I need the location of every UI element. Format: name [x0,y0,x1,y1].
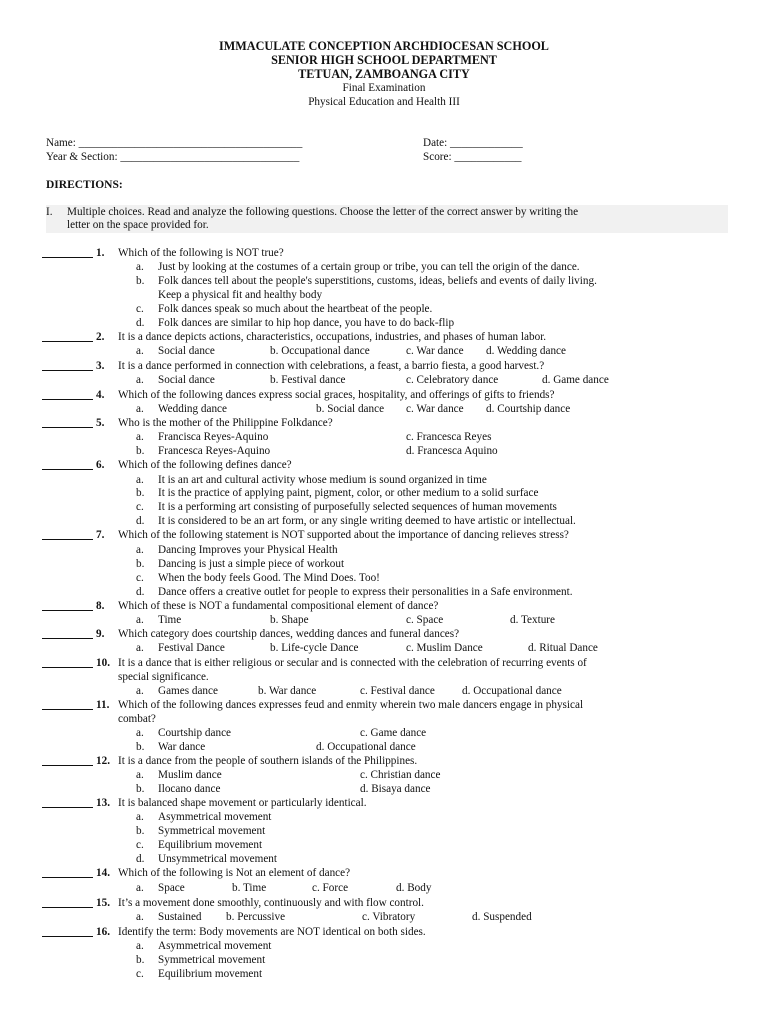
option-a: Asymmetrical movement [158,940,272,952]
question-7 [0,529,768,543]
option-b: b. Percussive [226,911,286,923]
option-a: Courtship dance [158,727,232,739]
question-text: It is a dance from the people of southern islands of the Philippines. [118,755,418,767]
option-a: Space [158,882,185,894]
option-row: a. Space b. Time c. Force d. Body [136,882,432,894]
question-number: 11. [96,699,110,711]
option-row: a. Asymmetrical movement [136,811,272,823]
question-number: 4. [96,389,105,401]
option-c: c. War dance [406,403,464,415]
option-b: b. Social dance [316,403,385,415]
option-b: It is the practice of applying paint, pigment, color, or other medium to a solid surface [158,487,539,499]
option-d: Folk dances are similar to hip hop dance, you have to do back-flip [158,317,455,329]
question-14 [0,867,768,881]
option-a: Asymmetrical movement [158,811,272,823]
option-c: Equilibrium movement [158,968,263,980]
question-11 [0,699,768,713]
option-a: Wedding dance [158,403,227,415]
question-1 [0,247,768,261]
option-c: c. Vibratory [362,911,416,923]
question-8 [0,600,768,614]
option-c: c. Celebratory dance [406,374,499,386]
question-number: 10. [96,657,110,669]
option-row: a. Dancing Improves your Physical Health [136,544,338,556]
question-number: 1. [96,247,105,259]
department: SENIOR HIGH SCHOOL DEPARTMENT [271,53,497,67]
option-a: Festival Dance [158,642,225,654]
answer-blank-4[interactable] [42,389,93,400]
answer-blank-2[interactable] [42,331,93,342]
option-a: Social dance [158,345,215,357]
option-row: b. Francesca Reyes-Aquino d. Francesca Aquino [136,445,498,457]
option-a: Francisca Reyes-Aquino [158,431,269,443]
option-b: War dance [158,741,206,753]
option-a: Muslim dance [158,769,222,781]
header [0,39,768,109]
option-c: c. Force [312,882,349,894]
question-number: 6. [96,459,105,471]
option-b: b. Festival dance [270,374,346,386]
option-c: c. War dance [406,345,464,357]
answer-blank-11[interactable] [42,699,93,710]
option-row: c. It is a performing art consisting of purposefully selected sequences of human movements [136,501,557,513]
option-b: Folk dances tell about the people's superstitions, customs, ideas, beliefs and events of daily living. [158,275,597,287]
option-row: a. Time b. Shape c. Space d. Texture [136,614,555,626]
option-d: Dance offers a creative outlet for people to express their personalities in a Safe environment. [158,586,573,598]
exam-title: Final Examination [342,82,426,94]
answer-blank-7[interactable] [42,529,93,540]
name-field[interactable]: Name: ________________________________________ [46,137,303,149]
option-d: d. Courtship dance [486,403,571,415]
question-text: Which of the following is Not an element of dance? [118,867,351,879]
option-d: d. Suspended [472,911,532,923]
option-c: Folk dances speak so much about the heartbeat of the people. [158,303,433,315]
option-d: d. Body [396,882,432,894]
option-c: c. Space [406,614,444,626]
question-continuation [0,713,768,727]
option-row: a. Social dance b. Festival dance c. Celebratory dance d. Game dance [136,374,609,386]
option-row: a. Courtship dance c. Game dance [136,727,427,739]
option-row: b. Symmetrical movement [136,954,266,966]
option-row: c. Equilibrium movement [136,968,263,980]
question-text: Who is the mother of the Philippine Folkdance? [118,417,333,429]
option-d: d. Bisaya dance [360,783,431,795]
option-d: d. Texture [510,614,555,626]
option-row: a. Social dance b. Occupational dance c. War dance d. Wedding dance [136,345,566,357]
option-a: Time [158,614,182,626]
answer-blank-14[interactable] [42,867,93,878]
score-field[interactable]: Score: ____________ [423,151,522,163]
date-field[interactable]: Date: _____________ [423,137,523,149]
question-text: Which of the following defines dance? [118,459,292,471]
question-text: Which of the following statement is NOT supported about the importance of dancing relieves stress? [118,529,569,541]
question-16 [0,926,768,940]
answer-blank-13[interactable] [42,797,93,808]
option-a: Just by looking at the costumes of a certain group or tribe, you can tell the origin of the dance. [158,261,580,273]
option-d: d. Wedding dance [486,345,566,357]
option-row: c. When the body feels Good. The Mind Does. Too! [136,572,380,584]
option-c: It is a performing art consisting of purposefully selected sequences of human movements [158,501,557,513]
question-text: Which of the following is NOT true? [118,247,284,259]
question-4 [0,389,768,403]
answer-blank-12[interactable] [42,755,93,766]
option-row: a. It is an art and cultural activity whose medium is sound organized in time [136,474,487,486]
option-d: d. Game dance [542,374,609,386]
option-a: It is an art and cultural activity whose medium is sound organized in time [158,474,487,486]
question-number: 7. [96,529,105,541]
option-row: c. Folk dances speak so much about the heartbeat of the people. [136,303,433,315]
option-b: Dancing is just a simple piece of workout [158,558,345,570]
question-text-continued: special significance. [118,671,209,683]
option-row: c. Equilibrium movement [136,839,263,851]
option-b: Francesca Reyes-Aquino [158,445,271,457]
option-row: d. Folk dances are similar to hip hop dance, you have to do back-flip [136,317,455,329]
option-row: b. Dancing is just a simple piece of workout [136,558,345,570]
question-text: It is balanced shape movement or particularly identical. [118,797,367,809]
question-number: 13. [96,797,110,809]
question-number: 2. [96,331,105,343]
question-5 [0,417,768,431]
school-name: IMMACULATE CONCEPTION ARCHDIOCESAN SCHOOL [219,39,549,53]
option-row: a. Festival Dance b. Life-cycle Dance c. Muslim Dance d. Ritual Dance [136,642,598,654]
option-row: a. Wedding dance b. Social dance c. War dance d. Courtship dance [136,403,571,415]
option-row: d. Dance offers a creative outlet for people to express their personalities in a Safe environment. [136,586,573,598]
option-b: b. Occupational dance [270,345,370,357]
question-text: Identify the term: Body movements are NOT identical on both sides. [118,926,426,938]
option-d: It is considered to be an art form, or any single writing deemed to have artistic or intellectual. [158,515,576,527]
instructions-line-1: Multiple choices. Read and analyze the following questions. Choose the letter of the correct answer by writing the [67,206,579,218]
question-number: 14. [96,867,110,879]
question-number: 12. [96,755,110,767]
option-c: c. Muslim Dance [406,642,483,654]
option-b: Symmetrical movement [158,954,266,966]
question-10 [0,657,768,671]
year-section-field[interactable]: Year & Section: ________________________________ [46,151,300,163]
option-d: Unsymmetrical movement [158,853,277,865]
option-a: Games dance [158,685,218,697]
option-row: b. It is the practice of applying paint, pigment, color, or other medium to a solid surface [136,487,539,499]
option-d: d. Francesca Aquino [406,445,498,457]
subject: Physical Education and Health III [308,96,460,108]
option-c: Equilibrium movement [158,839,263,851]
question-number: 15. [96,897,110,909]
directions-label: DIRECTIONS: [46,179,123,191]
question-text: It’s a movement done smoothly, continuously and with flow control. [118,897,424,909]
question-number: 8. [96,600,105,612]
answer-blank-16[interactable] [42,926,93,937]
answer-blank-8[interactable] [42,600,93,611]
question-13 [0,797,768,811]
option-row: d. It is considered to be an art form, or any single writing deemed to have artistic or intellectual. [136,515,576,527]
question-text: Which of these is NOT a fundamental compositional element of dance? [118,600,439,612]
question-text: Which of the following dances express social graces, hospitality, and offerings of gifts to friends? [118,389,555,401]
option-row: b. Symmetrical movement [136,825,266,837]
question-text: Which category does courtship dances, wedding dances and funeral dances? [118,628,460,640]
question-text-continued: combat? [118,713,156,725]
option-row: a. Asymmetrical movement [136,940,272,952]
option-c: When the body feels Good. The Mind Does. Too! [158,572,380,584]
option-b: b. Life-cycle Dance [270,642,359,654]
question-text: Which of the following dances expresses feud and enmity wherein two male dancers engage in physical [118,699,584,711]
option-row: a. Just by looking at the costumes of a certain group or tribe, you can tell the origin of the dance. [136,261,580,273]
option-d: d. Occupational dance [462,685,562,697]
option-a: Sustained [158,911,202,923]
option-row: a. Muslim dance c. Christian dance [136,769,441,781]
option-row: b. War dance d. Occupational dance [136,741,416,753]
question-continuation [0,671,768,685]
option-a: Social dance [158,374,215,386]
part-numeral: I. [46,206,53,218]
answer-blank-15[interactable] [42,897,93,908]
option-c: c. Christian dance [360,769,441,781]
option-c: c. Francesca Reyes [406,431,492,443]
answer-blank-1[interactable] [42,247,93,258]
option-c: c. Game dance [360,727,427,739]
answer-blank-3[interactable] [42,360,93,371]
question-text: It is a dance performed in connection with celebrations, a feast, a barrio fiesta, a good harvest.? [118,360,545,372]
option-b: b. Time [232,882,267,894]
question-text: It is a dance depicts actions, characteristics, occupations, industries, and phases of human labor. [118,331,547,343]
option-c: c. Festival dance [360,685,435,697]
option-row: a. Sustained b. Percussive c. Vibratory d. Suspended [136,911,532,923]
question-number: 16. [96,926,110,938]
option-b: b. Shape [270,614,309,626]
answer-blank-9[interactable] [42,628,93,639]
option-d: d. Ritual Dance [528,642,598,654]
option-d: d. Occupational dance [316,741,416,753]
instructions-line-2: letter on the space provided for. [67,219,209,231]
option-b: Symmetrical movement [158,825,266,837]
question-number: 5. [96,417,105,429]
question-number: 3. [96,360,105,372]
answer-blank-6[interactable] [42,459,93,470]
option-row: d. Unsymmetrical movement [136,853,277,865]
location: TETUAN, ZAMBOANGA CITY [298,67,470,81]
question-9 [0,628,768,642]
question-number: 9. [96,628,105,640]
option-row: b. Folk dances tell about the people's superstitions, customs, ideas, beliefs and events of daily living. [136,275,597,287]
question-15 [0,897,768,911]
option-row: a. Francisca Reyes-Aquino c. Francesca Reyes [136,431,492,443]
option-row: b. Ilocano dance d. Bisaya dance [136,783,431,795]
answer-blank-10[interactable] [42,657,93,668]
option-row: a. Games dance b. War dance c. Festival dance d. Occupational dance [136,685,562,697]
question-text: It is a dance that is either religious or secular and is connected with the celebration of recurring events of [118,657,587,669]
answer-blank-5[interactable] [42,417,93,428]
question-12 [0,755,768,769]
question-2 [0,331,768,345]
option-row [0,289,768,303]
option-a: Dancing Improves your Physical Health [158,544,338,556]
option-b: Ilocano dance [158,783,221,795]
option-b: b. War dance [258,685,317,697]
question-3 [0,360,768,374]
option-b-continued: Keep a physical fit and healthy body [158,289,323,301]
question-6 [0,459,768,473]
